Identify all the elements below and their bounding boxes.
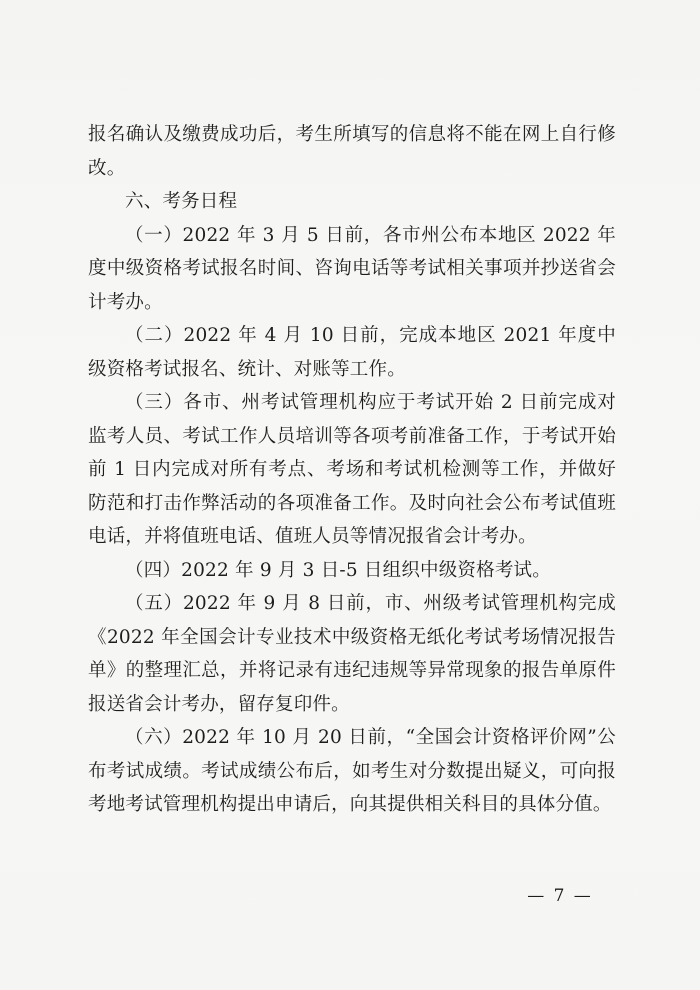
paragraph-item-5: （五）2022 年 9 月 8 日前，市、州级考试管理机构完成《2022 年全国会计专业技术中级资格无纸化考试考场情况报告单》的整理汇总，并将记录有违纪违规等异常现象的报告单原件报送省会计考办，留存复印件。 — [88, 593, 616, 715]
paragraph-item-6: （六）2022 年 10 月 20 日前，“全国会计资格评价网”公布考试成绩。考试成绩公布后，如考生对分数提出疑义，可向报考地考试管理机构提出申请后，向其提供相关科目的具体分值。 — [88, 727, 616, 815]
paragraph-item-3: （三）各市、州考试管理机构应于考试开始 2 日前完成对监考人员、考试工作人员培训等各项考前准备工作，于考试开始前 1 日内完成对所有考点、考场和考试机检测等工作，并做好防范和打击作弊活动的各项准备工作。及时向社会公布考试值班电话，并将值班电话、值班人员等情况报省会计考办。 — [88, 392, 616, 547]
document-body — [88, 118, 616, 822]
paragraph-item-2: （二）2022 年 4 月 10 日前，完成本地区 2021 年度中级资格考试报名、统计、对账等工作。 — [88, 325, 616, 380]
section-heading: 六、考务日程 — [125, 191, 238, 212]
page-number: — 7 — — [527, 886, 593, 906]
paragraph-continuation: 报名确认及缴费成功后，考生所填写的信息将不能在网上自行修改。 — [88, 124, 616, 179]
paragraph-item-1: （一）2022 年 3 月 5 日前，各市州公布本地区 2022 年度中级资格考试报名时间、咨询电话等考试相关事项并抄送省会计考办。 — [88, 224, 616, 313]
paragraph-item-4: （四）2022 年 9 月 3 日-5 日组织中级资格考试。 — [125, 559, 551, 581]
